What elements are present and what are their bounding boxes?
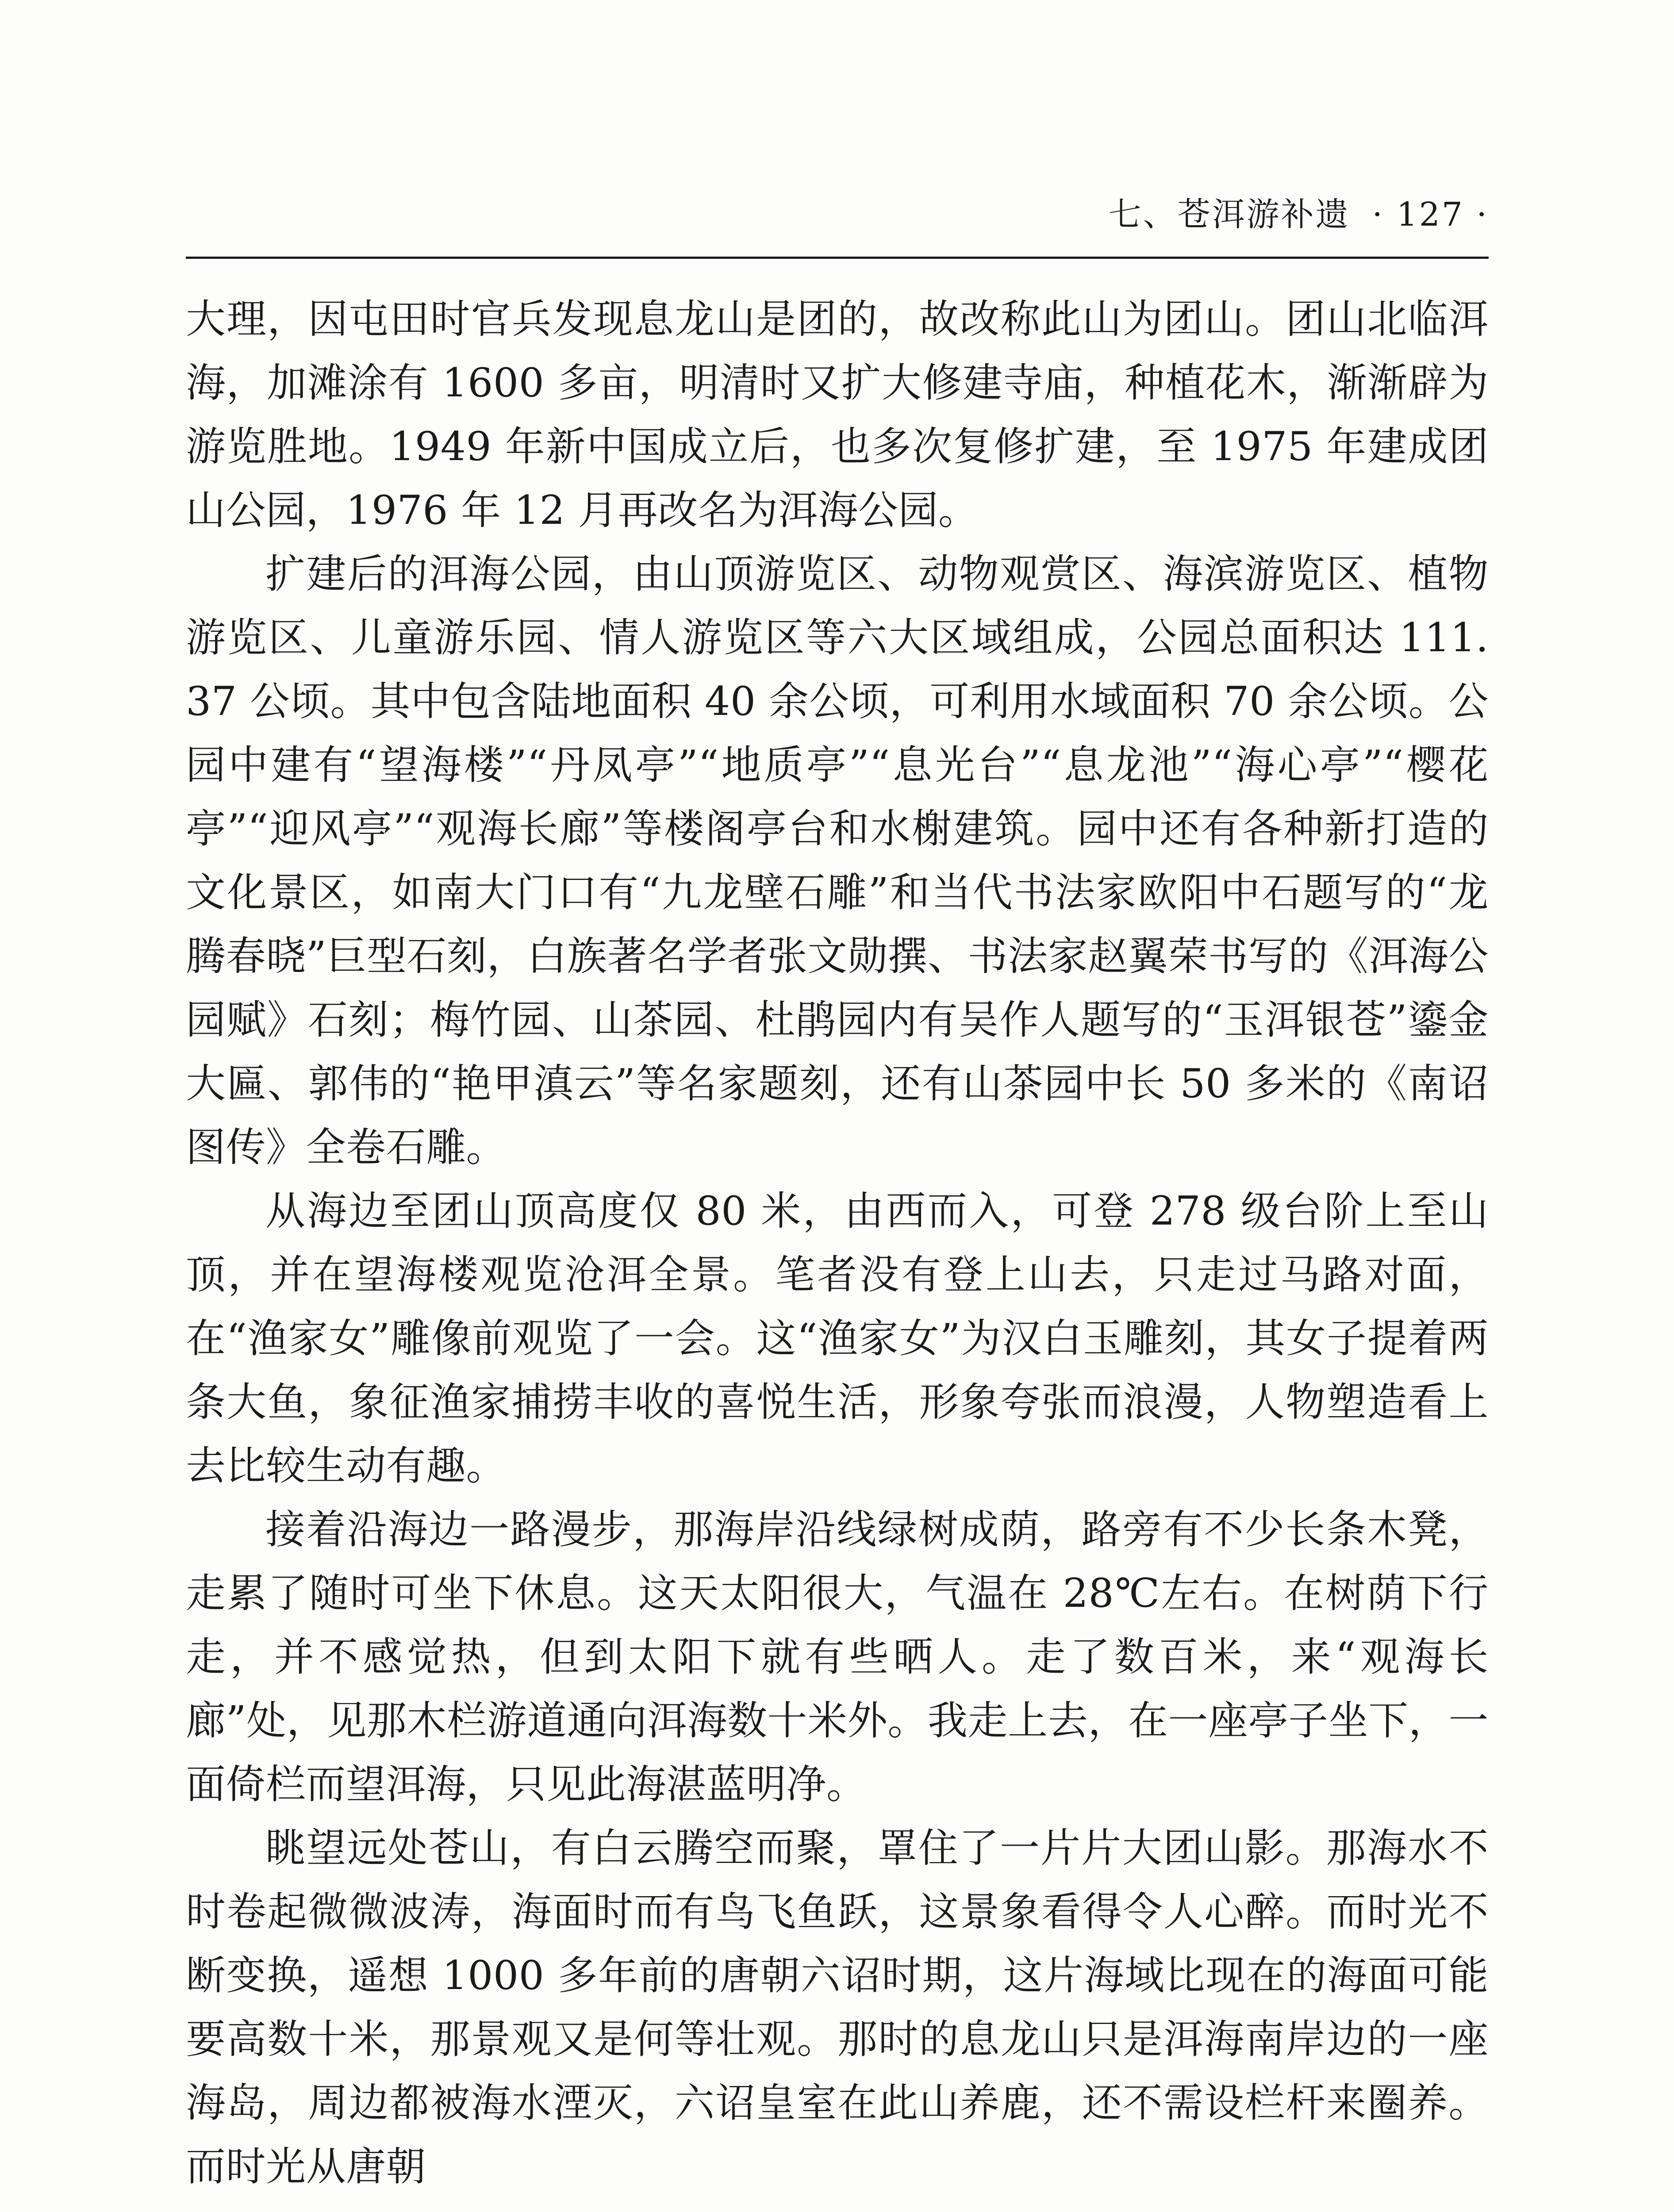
chapter-title: 七、苍洱游补遗 bbox=[1108, 196, 1350, 234]
paragraph-4: 接着沿海边一路漫步，那海岸沿线绿树成荫，路旁有不少长条木凳，走累了随时可坐下休息。这天太阳很大，气温在 28℃左右。在树荫下行走，并不感觉热，但到太阳下就有些晒人。走了数百米，来“观海长廊”处，见那木栏游道通向洱海数十米外。我走上去，在一座亭子坐下，一面倚栏而望洱海，只见此海湛蓝明净。 bbox=[186, 1506, 1489, 1808]
paragraph-1: 大理，因屯田时官兵发现息龙山是团的，故改称此山为团山。团山北临洱海，加滩涂有 1600 多亩，明清时又扩大修建寺庙，种植花木，渐渐辟为游览胜地。1949 年新中国成立后，也多次复修扩建，至 1975 年建成团山公园，1976 年 12 月再改名为洱海公园。 bbox=[186, 296, 1489, 534]
paragraph-2: 扩建后的洱海公园，由山顶游览区、动物观赏区、海滨游览区、植物游览区、儿童游乐园、情人游览区等六大区域组成，公园总面积达 111. 37 公顷。其中包含陆地面积 40 余公顷，可利用水域面积 70 余公顷。公园中建有“望海楼”“丹凤亭”“地质亭”“息光台”“息龙池”“海心亭”“樱花亭”“迎风亭”“观海长廊”等楼阁亭台和水榭建筑。园中还有各种新打造的文化景区，如南大门口有“九龙壁石雕”和当代书法家欧阳中石题写的“龙腾春晓”巨型石刻，白族著名学者张文勋撰、书法家赵翼荣书写的《洱海公园赋》石刻；梅竹园、山茶园、杜鹃园内有吴作人题写的“玉洱银苍”鎏金大匾、郭伟的“艳甲滇云”等名家题刻，还有山茶园中长 50 多米的《南诏图传》全卷石雕。 bbox=[186, 551, 1489, 1171]
header-rule bbox=[186, 257, 1489, 259]
body-text bbox=[186, 288, 1489, 2199]
paragraph-5: 眺望远处苍山，有白云腾空而聚，罩住了一片片大团山影。那海水不时卷起微微波涛，海面时而有鸟飞鱼跃，这景象看得令人心醉。而时光不断变换，遥想 1000 多年前的唐朝六诏时期，这片海域比现在的海面可能要高数十米，那景观又是何等壮观。那时的息龙山只是洱海南岸边的一座海岛，周边都被海水湮灭，六诏皇室在此山养鹿，还不需设栏杆来圈养。而时光从唐朝 bbox=[186, 1825, 1489, 2190]
running-header bbox=[186, 190, 1489, 239]
paragraph-3: 从海边至团山顶高度仅 80 米，由西而入，可登 278 级台阶上至山顶，并在望海楼观览沧洱全景。笔者没有登上山去，只走过马路对面，在“渔家女”雕像前观览了一会。这“渔家女”为汉白玉雕刻，其女子提着两条大鱼，象征渔家捕捞丰收的喜悦生活，形象夸张而浪漫，人物塑造看上去比较生动有趣。 bbox=[186, 1188, 1489, 1489]
page-number: · 127 · bbox=[1372, 196, 1489, 234]
